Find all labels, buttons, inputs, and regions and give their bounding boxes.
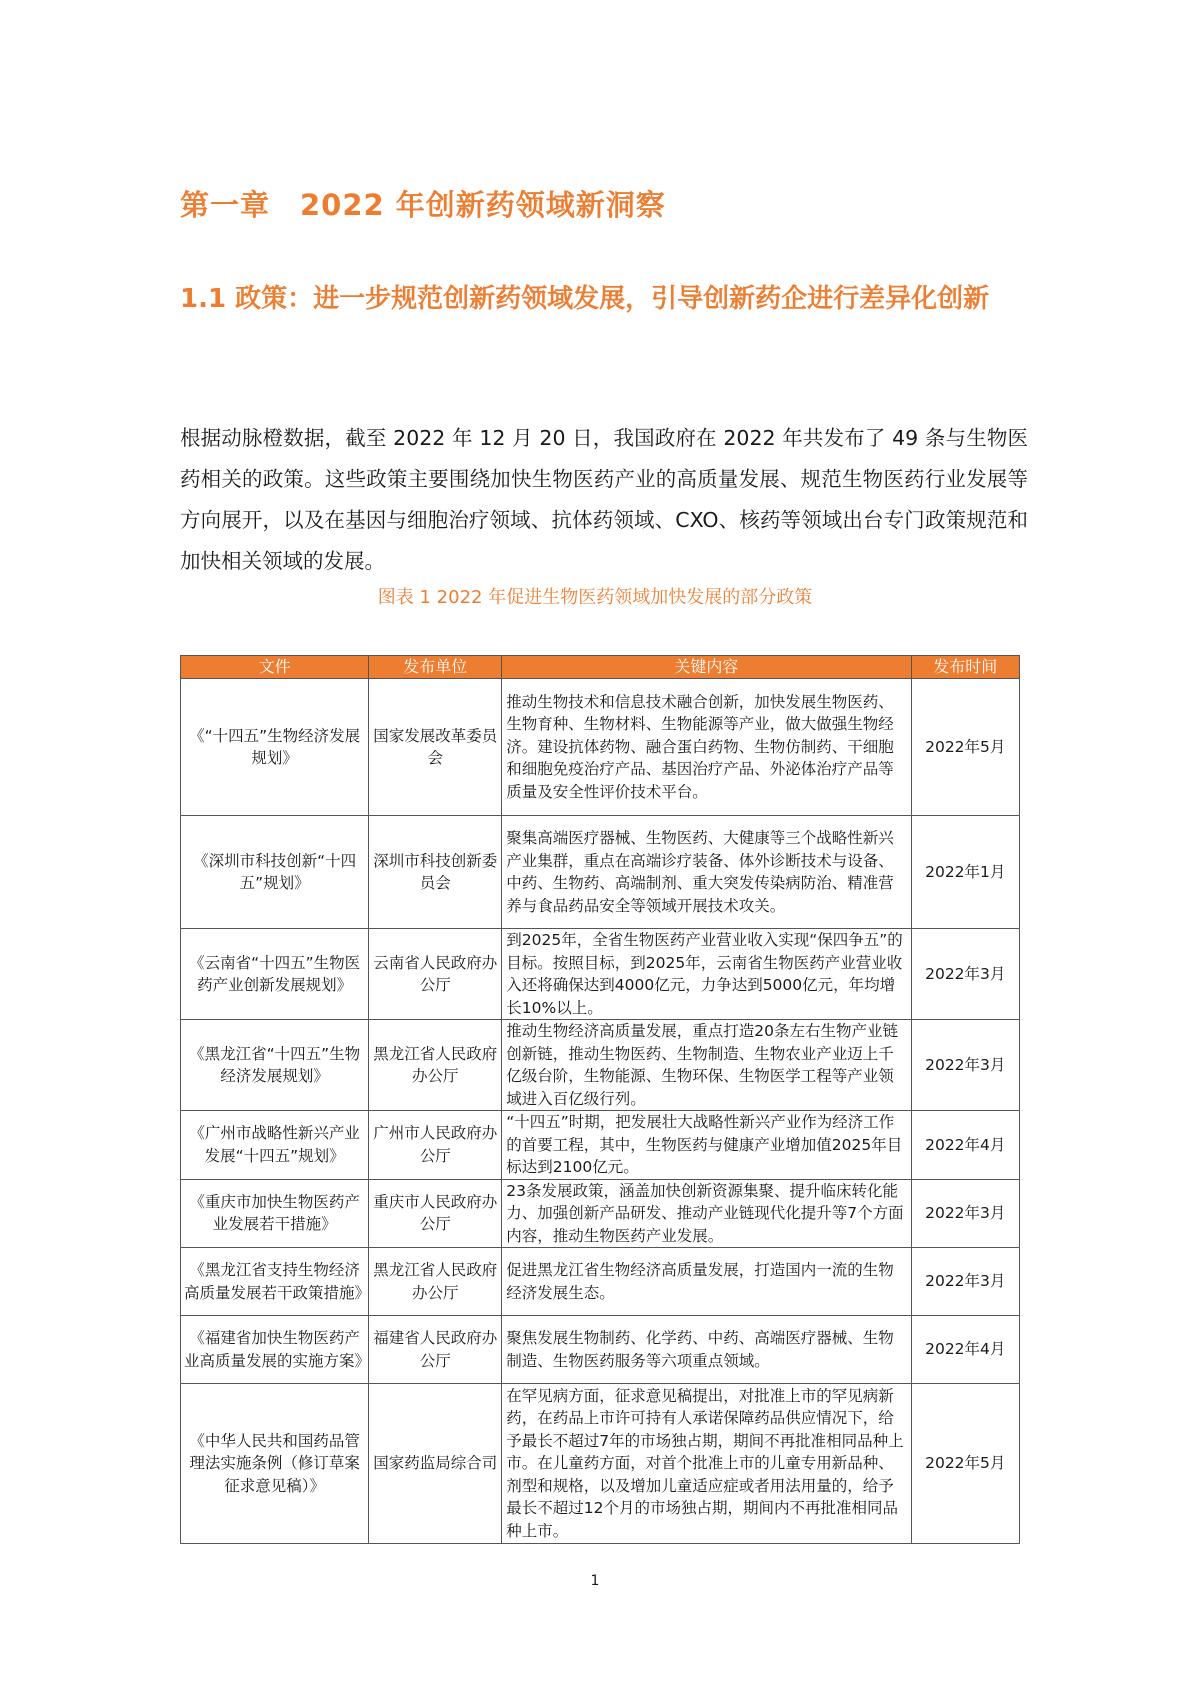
cell-doc: 《中华人民共和国药品管理法实施条例（修订草案征求意见稿）》 bbox=[181, 1384, 369, 1544]
header-org: 发布单位 bbox=[369, 656, 502, 679]
table-row bbox=[181, 1179, 1020, 1248]
cell-content: 聚焦发展生物制药、化学药、中药、高端医疗器械、生物制造、生物医药服务等六项重点领域。 bbox=[502, 1316, 911, 1384]
cell-org: 广州市人民政府办公厅 bbox=[369, 1111, 502, 1180]
cell-org: 黑龙江省人民政府办公厅 bbox=[369, 1248, 502, 1316]
header-date: 发布时间 bbox=[911, 656, 1019, 679]
table-row bbox=[181, 1384, 1020, 1544]
cell-org: 重庆市人民政府办公厅 bbox=[369, 1179, 502, 1248]
header-doc: 文件 bbox=[181, 656, 369, 679]
table-row bbox=[181, 1316, 1020, 1384]
cell-date: 2022年1月 bbox=[911, 816, 1019, 929]
header-content: 关键内容 bbox=[502, 656, 911, 679]
table-row bbox=[181, 1020, 1020, 1111]
cell-org: 深圳市科技创新委员会 bbox=[369, 816, 502, 929]
section-title: 1.1 政策：进一步规范创新药领域发展，引导创新药企进行差异化创新 bbox=[180, 284, 990, 314]
table-row bbox=[181, 929, 1020, 1020]
cell-content: 到2025年，全省生物医药产业营业收入实现“保四争五”的目标。按照目标，到2025年，云南省生物医药产业营业收入还将确保达到4000亿元，力争达到5000亿元，年均增长10%以上。 bbox=[502, 929, 911, 1020]
cell-doc: 《深圳市科技创新“十四五”规划》 bbox=[181, 816, 369, 929]
cell-date: 2022年5月 bbox=[911, 1384, 1019, 1544]
cell-doc: 《重庆市加快生物医药产业发展若干措施》 bbox=[181, 1179, 369, 1248]
cell-content: 推动生物经济高质量发展，重点打造20条左右生物产业链创新链，推动生物医药、生物制造、生物农业产业迈上千亿级台阶，生物能源、生物环保、生物医学工程等产业领域进入百亿级行列。 bbox=[502, 1020, 911, 1111]
cell-content: 推动生物技术和信息技术融合创新，加快发展生物医药、生物育种、生物材料、生物能源等产业，做大做强生物经济。建设抗体药物、融合蛋白药物、生物仿制药、干细胞和细胞免疫治疗产品、基因治疗产品、外泌体治疗产品等质量及安全性评价技术平台。 bbox=[502, 679, 911, 816]
cell-date: 2022年4月 bbox=[911, 1111, 1019, 1180]
policy-table bbox=[180, 655, 1020, 1544]
cell-org: 云南省人民政府办公厅 bbox=[369, 929, 502, 1020]
cell-doc: 《福建省加快生物医药产业高质量发展的实施方案》 bbox=[181, 1316, 369, 1384]
cell-doc: 《黑龙江省“十四五”生物经济发展规划》 bbox=[181, 1020, 369, 1111]
table-header-row bbox=[181, 656, 1020, 679]
cell-date: 2022年3月 bbox=[911, 929, 1019, 1020]
intro-paragraph: 根据动脉橙数据，截至 2022 年 12 月 20 日，我国政府在 2022 年共发布了 49 条与生物医药相关的政策。这些政策主要围绕加快生物医药产业的高质量发展、规范生物医药行业发展等方向展开，以及在基因与细胞治疗领域、抗体药领域、CXO、核药等领域出台专门政策规范和加快相关领域的发展。 bbox=[180, 426, 1028, 573]
cell-org: 国家药监局综合司 bbox=[369, 1384, 502, 1544]
cell-content: 23条发展政策，涵盖加快创新资源集聚、提升临床转化能力、加强创新产品研发、推动产业链现代化提升等7个方面内容，推动生物医药产业发展。 bbox=[502, 1179, 911, 1248]
table-caption: 图表 1 2022 年促进生物医药领域加快发展的部分政策 bbox=[377, 587, 813, 608]
cell-content: 促进黑龙江省生物经济高质量发展，打造国内一流的生物经济发展生态。 bbox=[502, 1248, 911, 1316]
cell-content: 聚集高端医疗器械、生物医药、大健康等三个战略性新兴产业集群，重点在高端诊疗装备、体外诊断技术与设备、中药、生物药、高端制剂、重大突发传染病防治、精准营养与食品药品安全等领域开展技术攻关。 bbox=[502, 816, 911, 929]
page-number: 1 bbox=[590, 1573, 600, 1589]
cell-doc: 《广州市战略性新兴产业发展“十四五”规划》 bbox=[181, 1111, 369, 1180]
cell-content: “十四五”时期，把发展壮大战略性新兴产业作为经济工作的首要工程，其中，生物医药与健康产业增加值2025年目标达到2100亿元。 bbox=[502, 1111, 911, 1180]
cell-date: 2022年3月 bbox=[911, 1179, 1019, 1248]
cell-org: 国家发展改革委员会 bbox=[369, 679, 502, 816]
cell-doc: 《云南省“十四五”生物医药产业创新发展规划》 bbox=[181, 929, 369, 1020]
table-row bbox=[181, 679, 1020, 816]
table-row bbox=[181, 1248, 1020, 1316]
cell-date: 2022年4月 bbox=[911, 1316, 1019, 1384]
cell-doc: 《黑龙江省支持生物经济高质量发展若干政策措施》 bbox=[181, 1248, 369, 1316]
cell-date: 2022年3月 bbox=[911, 1020, 1019, 1111]
cell-org: 福建省人民政府办公厅 bbox=[369, 1316, 502, 1384]
table-row bbox=[181, 1111, 1020, 1180]
table-row bbox=[181, 816, 1020, 929]
cell-doc: 《“十四五”生物经济发展规划》 bbox=[181, 679, 369, 816]
cell-content: 在罕见病方面，征求意见稿提出，对批准上市的罕见病新药，在药品上市许可持有人承诺保障药品供应情况下，给予最长不超过7年的市场独占期，期间不再批准相同品种上市。在儿童药方面，对首个批准上市的儿童专用新品种、剂型和规格，以及增加儿童适应症或者用法用量的，给予最长不超过12个月的市场独占期，期间内不再批准相同品种上市。 bbox=[502, 1384, 911, 1544]
cell-date: 2022年3月 bbox=[911, 1248, 1019, 1316]
cell-org: 黑龙江省人民政府办公厅 bbox=[369, 1020, 502, 1111]
cell-date: 2022年5月 bbox=[911, 679, 1019, 816]
chapter-title: 第一章 2022 年创新药领域新洞察 bbox=[180, 188, 666, 222]
